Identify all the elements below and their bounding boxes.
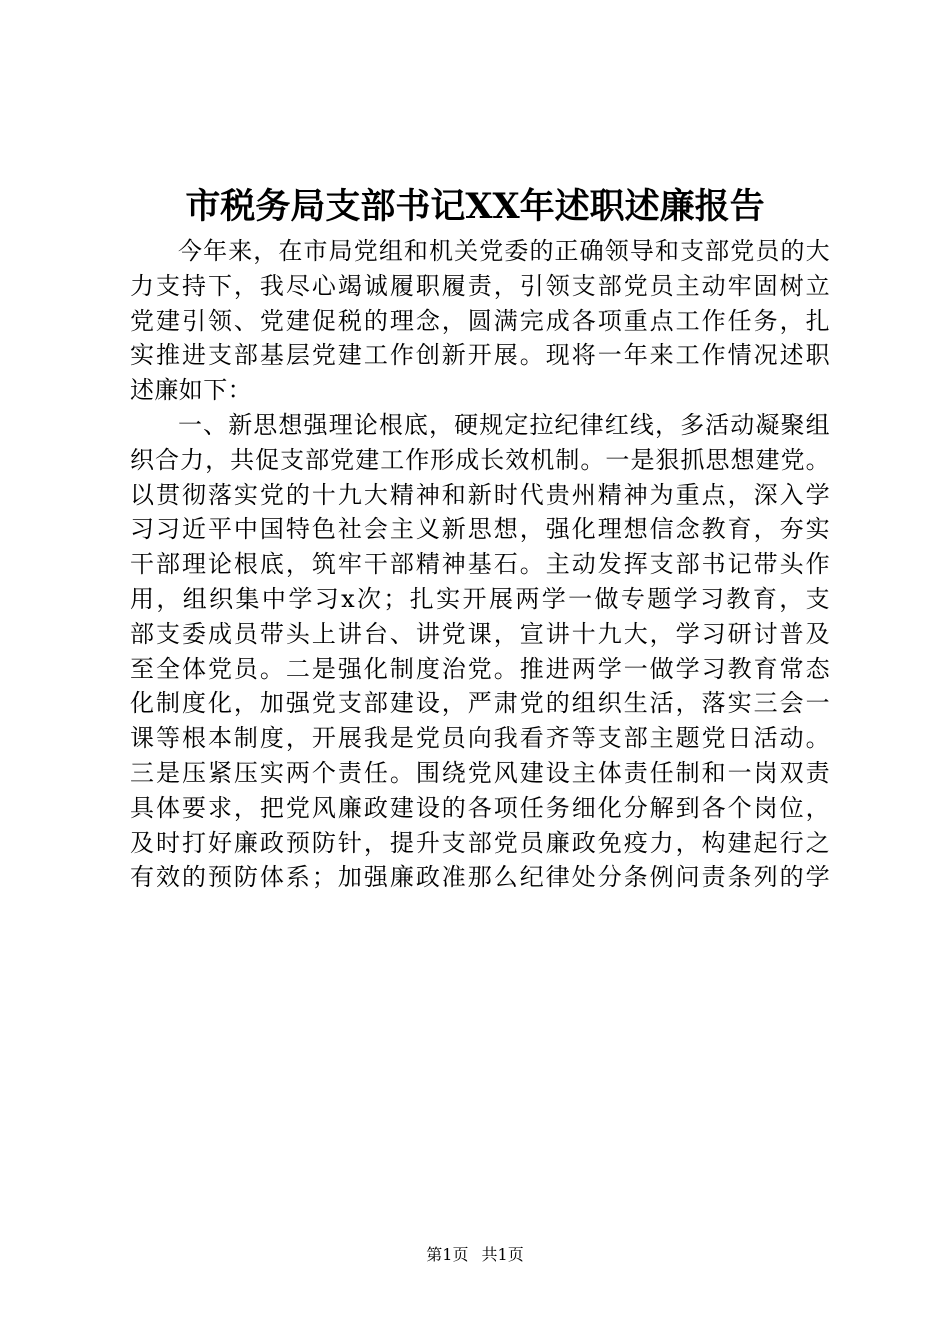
document-body [130, 234, 830, 895]
paragraph-line: 党建引领、党建促税的理念，圆满完成各项重点工作任务，扎 [130, 306, 830, 335]
page-footer [0, 1243, 950, 1267]
paragraph-line: 化制度化，加强党支部建设，严肃党的组织生活，落实三会一 [130, 689, 830, 718]
paragraph-line: 具体要求，把党风廉政建设的各项任务细化分解到各个岗位， [130, 793, 830, 822]
paragraph-line: 一、新思想强理论根底，硬规定拉纪律红线，多活动凝聚组 [178, 410, 830, 439]
paragraph-line: 课等根本制度，开展我是党员向我看齐等支部主题党日活动。 [130, 724, 830, 753]
paragraph-line: 织合力，共促支部党建工作形成长效机制。一是狠抓思想建党。 [130, 445, 830, 474]
paragraph-line: 今年来，在市局党组和机关党委的正确领导和支部党员的大 [178, 237, 830, 265]
paragraph-line: 以贯彻落实党的十九大精神和新时代贵州精神为重点，深入学 [130, 480, 830, 509]
paragraph-line: 力支持下，我尽心竭诚履职履责，引领支部党员主动牢固树立 [130, 271, 830, 300]
paragraph-line: 用，组织集中学习x次；扎实开展两学一做专题学习教育，支 [130, 584, 830, 613]
paragraph-line: 述廉如下： [130, 376, 252, 405]
paragraph-line: 实推进支部基层党建工作创新开展。现将一年来工作情况述职 [130, 341, 830, 370]
paragraph-line: 至全体党员。二是强化制度治党。推进两学一做学习教育常态 [130, 654, 830, 683]
paragraph-line: 有效的预防体系；加强廉政准那么纪律处分条例问责条列的学 [130, 863, 830, 892]
paragraph-line: 干部理论根底，筑牢干部精神基石。主动发挥支部书记带头作 [130, 550, 830, 579]
page-number-current: 第1页 [426, 1245, 469, 1264]
page-number-total: 共1页 [481, 1245, 524, 1264]
paragraph-line: 习习近平中国特色社会主义新思想，强化理想信念教育，夯实 [130, 515, 830, 544]
paragraph-line: 三是压紧压实两个责任。围绕党风建设主体责任制和一岗双责 [130, 758, 830, 787]
paragraph-line: 部支委成员带头上讲台、讲党课，宣讲十九大，学习研讨普及 [130, 619, 830, 648]
document-title: 市税务局支部书记XX年述职述廉报告 [185, 186, 765, 227]
paragraph-line: 及时打好廉政预防针，提升支部党员廉政免疫力，构建起行之 [130, 828, 830, 857]
